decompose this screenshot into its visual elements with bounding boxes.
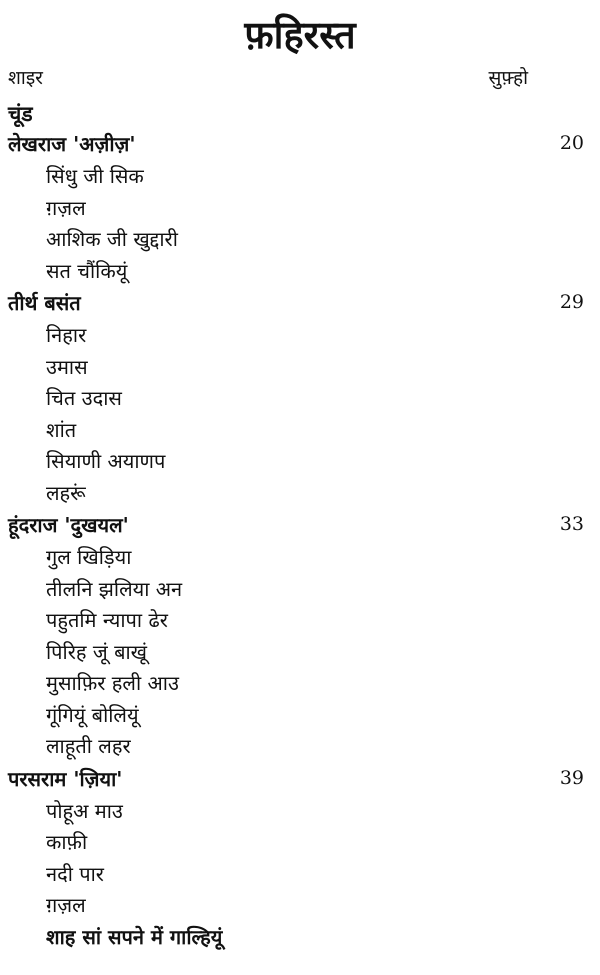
poem-title: गुल खिड़िया: [46, 545, 132, 569]
poet-name: लेखराज 'अज़ीज़': [8, 132, 136, 156]
poet-row: [0, 128, 600, 161]
poet-section: [0, 763, 600, 954]
poem-title: मुसाफ़िर हली आउ: [46, 671, 179, 695]
poem-title: गूंगियूं बोलियूं: [46, 702, 139, 727]
poem-title: ग़ज़ल: [46, 893, 86, 917]
poet-row: [0, 509, 600, 542]
poet-section: [0, 287, 600, 509]
poet-name: परसराम 'ज़िया': [8, 766, 123, 791]
page-number: 39: [559, 766, 584, 789]
poem-title: उमास: [46, 354, 88, 379]
poem-title: निहार: [46, 323, 87, 347]
poem-title: पोहूअ माउ: [46, 798, 123, 823]
poem-title: शांत: [46, 417, 77, 442]
poem-title: सिंधु जी सिक: [46, 164, 144, 188]
page-title: फ़हिरस्त: [244, 13, 356, 57]
poet-section: [0, 128, 600, 287]
poem-title: आशिक जी खुद्दारी: [46, 227, 178, 251]
poem-title: नदी पार: [46, 861, 104, 886]
poem-title: पहुतमि न्यापा ढेर: [46, 608, 168, 632]
poet-row: [0, 287, 600, 320]
poem-title: शाह सां सपने में गाल्हियूं: [46, 924, 223, 949]
poem-title: लाहूती लहर: [46, 734, 131, 758]
page-number: 33: [559, 513, 584, 535]
page-number: 29: [559, 291, 584, 313]
poem-title: लहरूं: [46, 480, 86, 505]
poem-title: सत चौंकियूं: [46, 258, 128, 283]
column-header-poet: शाइर: [8, 67, 43, 89]
poem-title: सियाणी अयाणप: [46, 449, 166, 473]
poet-section: [0, 509, 600, 763]
poet-row: [0, 763, 600, 796]
poem-title: काफ़ी: [46, 830, 88, 854]
poet-name: तीर्थ बसंत: [8, 291, 81, 315]
poet-name: हूंदराज 'दुखयल': [8, 513, 129, 537]
collection-heading: चूंड: [8, 102, 33, 126]
page-number: 20: [559, 132, 584, 154]
poem-title: पिरिह जूं बाखूं: [46, 639, 148, 664]
contents-list: [0, 128, 600, 953]
poem-title: तीलनि झलिया अन: [46, 576, 183, 601]
column-header-page: सुफ़्हो: [488, 67, 528, 89]
poem-title: ग़ज़ल: [46, 195, 86, 220]
poem-title: चित उदास: [46, 386, 122, 410]
